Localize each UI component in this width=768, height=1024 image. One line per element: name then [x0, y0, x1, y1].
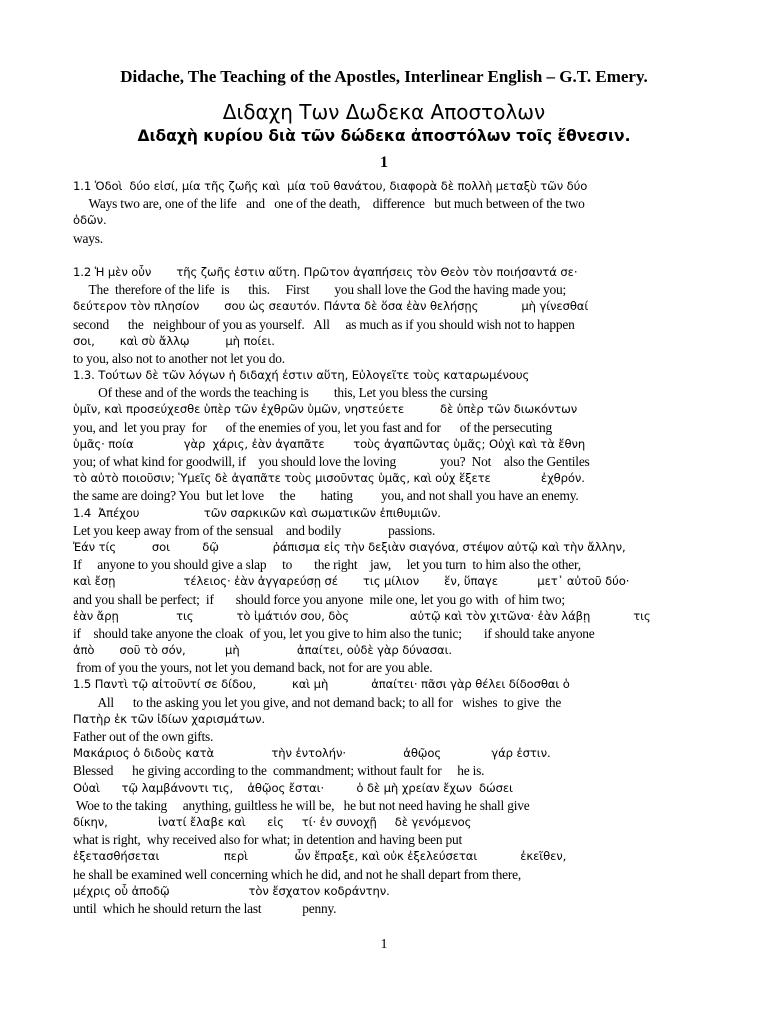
english-line: from of you the yours, not let you demand back, not for are you able.	[73, 660, 433, 676]
interlinear-text	[73, 178, 713, 917]
greek-line: δεύτερον τὸν πλησίον σου ὡς σεαυτόν. Πάντα δὲ ὅσα ἐὰν θελήσῃς μὴ γίνεσθαί	[73, 299, 589, 314]
english-line: and you shall be perfect; if should force you anyone mile one, let you go with of him two;	[73, 591, 565, 607]
greek-line: τὸ αὐτὸ ποιοῦσιν; Ὑμεῖς δὲ ἀγαπᾶτε τοὺς μισοῦντας ὑμᾶς, καὶ οὐχ ἕξετε ἐχθρόν.	[73, 471, 585, 486]
english-line: Father out of the own gifts.	[73, 729, 214, 744]
blank-line	[73, 247, 713, 264]
english-line: If anyone to you should give a slap to the right jaw, let you turn to him also the other,	[73, 557, 581, 573]
greek-line: 1.4 Ἀπέχου τῶν σαρκικῶν καὶ σωματικῶν ἐπιθυμιῶν.	[73, 505, 441, 520]
english-line: All to the asking you let you give, and not demand back; to all for wishes to give the	[73, 694, 562, 710]
greek-line: Οὐαὶ τῷ λαμβάνοντι τις, ἀθῷος ἔσται· ὁ δὲ μὴ χρείαν ἔχων δώσει	[73, 780, 513, 795]
greek-line: ἐὰν ἄρῃ τις τὸ ἱμάτιόν σου, δὸς αὐτῷ καὶ τὸν χιτῶνα· ἐὰν λάβῃ τις	[73, 608, 651, 623]
english-line: until which he should return the last penny.	[73, 900, 337, 916]
document-title: Didache, The Teaching of the Apostles, Interlinear English – G.T. Emery.	[120, 67, 648, 86]
english-line: second the neighbour of you as yourself. All as much as if you should wish not to happen	[73, 316, 575, 332]
english-line: you; of what kind for goodwill, if you should love the loving you? Not also the Gentiles	[73, 454, 590, 469]
greek-line: 1.2 Ἡ μὲν οὖν τῆς ζωῆς ἐστιν αὕτη. Πρῶτον ἀγαπήσεις τὸν Θεὸν τὸν ποιήσαντά σε·	[73, 264, 578, 279]
english-line: Let you keep away from of the sensual and bodily passions.	[73, 522, 436, 538]
greek-line: μέχρις οὗ ἀποδῷ τὸν ἔσχατον κοδράντην.	[73, 883, 390, 898]
english-line: the same are doing? You but let love the hating you, and not shall you have an enemy.	[73, 488, 579, 504]
greek-line: ἐξετασθήσεται περὶ ὧν ἔπραξε, καὶ οὐκ ἐξελεύσεται ἐκεῖθεν,	[73, 849, 567, 864]
greek-line: δίκην, ἱνατί ἔλαβε καὶ εἰς τί· ἐν συνοχῇ δὲ γενόμενος	[73, 814, 472, 829]
greek-line: σοι, καὶ σὺ ἄλλῳ μὴ ποίει.	[73, 333, 275, 348]
english-line: The therefore of the life is this. First you shall love the God the having made you;	[73, 282, 567, 298]
chapter-number: 1	[380, 154, 388, 171]
english-line: Of these and of the words the teaching is this, Let you bless the cursing	[73, 385, 488, 401]
english-line: Blessed he giving according to the commandment; without fault for he is.	[73, 763, 485, 779]
greek-line: ὑμῖν, καὶ προσεύχεσθε ὑπὲρ τῶν ἐχθρῶν ὑμῶν, νηστεύετε δὲ ὑπὲρ τῶν διωκόντων	[73, 402, 578, 417]
english-line: if should take anyone the cloak of you, let you give to him also the tunic; if should take anyone	[73, 625, 595, 641]
english-line: you, and let you pray for of the enemies of you, let you fast and for of the persecuting	[73, 419, 553, 435]
greek-line: 1.5 Παντὶ τῷ αἰτοῦντί σε δίδου, καὶ μὴ ἀπαίτει· πᾶσι γὰρ θέλει δίδοσθαι ὁ	[73, 677, 570, 692]
greek-line: 1.3. Τούτων δὲ τῶν λόγων ἡ διδαχή ἐστιν αὕτη, Εὐλογεῖτε τοὺς καταρωμένους	[73, 368, 530, 383]
greek-line: ἀπὸ σοῦ τὸ σόν, μὴ ἀπαίτει, οὐδὲ γὰρ δύνασαι.	[73, 643, 452, 658]
page-number: 1	[380, 937, 388, 952]
greek-subtitle: Διδαχὴ κυρίου διὰ τῶν δώδεκα ἀποστόλων τοῖς ἔθνεσιν.	[137, 127, 631, 145]
english-line: ways.	[73, 230, 103, 246]
english-line: what is right, why received also for what; in detention and having been put	[73, 832, 463, 848]
english-line: Ways two are, one of the life and one of the death, difference but much between of the two	[73, 196, 585, 212]
greek-line: Ἐάν τίς σοι δῷ ῥάπισμα εἰς τὴν δεξιὰν σιαγόνα, στέψον αὐτῷ καὶ τὴν ἄλλην,	[73, 539, 626, 554]
greek-line: καὶ ἔσῃ τέλειος· ἐὰν ἀγγαρεύσῃ σέ τις μίλιον ἕν, ὕπαγε μετ᾽ αὐτοῦ δύο·	[73, 574, 630, 589]
english-line: Woe to the taking anything, guiltless he will be, he but not need having he shall give	[73, 797, 530, 813]
greek-line: Μακάριος ὁ διδοὺς κατὰ τὴν ἐντολήν· ἀθῷος γάρ ἐστιν.	[73, 746, 551, 761]
greek-title: Διδαχη Των Δωδεκα Αποστολων	[222, 100, 546, 124]
greek-line: Πατὴρ ἐκ τῶν ἰδίων χαρισμάτων.	[73, 711, 266, 726]
greek-line: 1.1 Ὁδοὶ δύο εἰσί, μία τῆς ζωῆς καὶ μία τοῦ θανάτου, διαφορὰ δὲ πολλὴ μεταξὺ τῶν δύο	[73, 179, 588, 193]
greek-line: ὁδῶν.	[73, 213, 107, 228]
greek-line: ὑμᾶς· ποία γὰρ χάρις, ἐὰν ἀγαπᾶτε τοὺς ἀγαπῶντας ὑμᾶς; Οὐχὶ καὶ τὰ ἔθνη	[73, 436, 586, 451]
english-line: he shall be examined well concerning which he did, and not he shall depart from there,	[73, 866, 521, 882]
english-line: to you, also not to another not let you do.	[73, 350, 285, 366]
